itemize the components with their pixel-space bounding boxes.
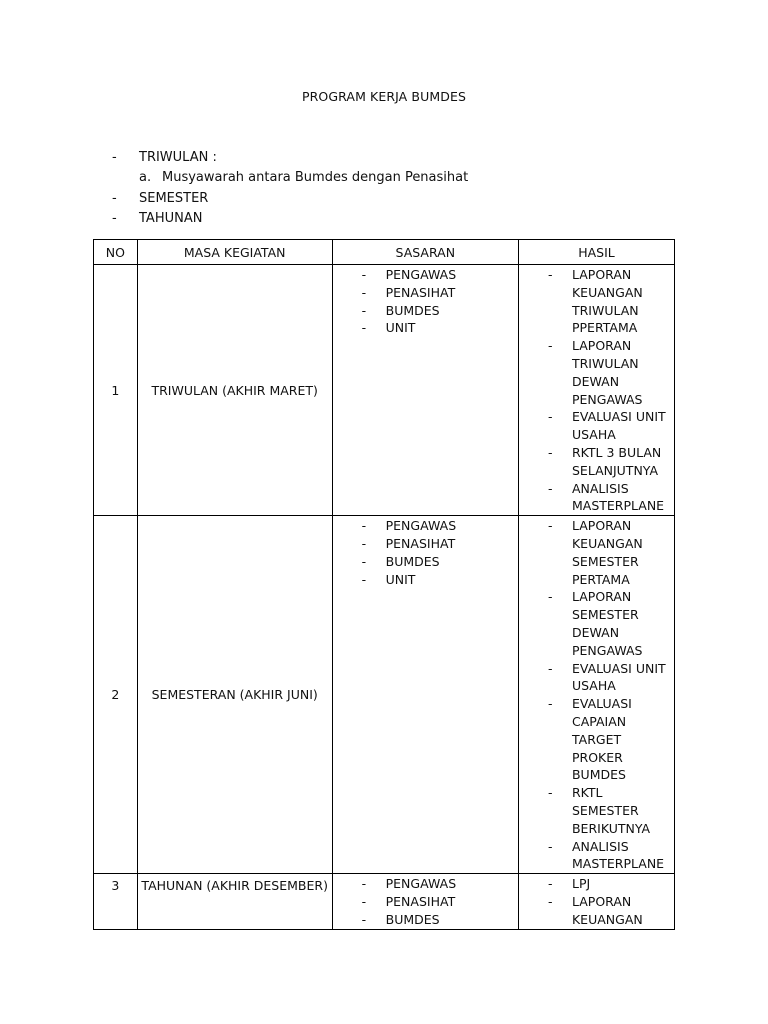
row-hasil	[518, 874, 674, 930]
table-row	[94, 516, 675, 874]
intro-list	[112, 148, 468, 229]
intro-item-text: TRIWULAN :	[139, 150, 217, 165]
intro-item-text: TAHUNAN	[139, 210, 203, 226]
sasaran-item: - UNIT	[333, 319, 518, 337]
row-number: 2	[94, 516, 138, 874]
sasaran-item: - BUMDES	[333, 553, 518, 571]
hasil-item-text: - RKTL SEMESTER BERIKUTNYA	[571, 785, 651, 836]
hasil-item	[519, 444, 674, 480]
sasaran-item: - PENASIHAT	[333, 893, 518, 911]
hasil-item	[519, 660, 674, 696]
header-sasaran: SASARAN	[332, 240, 518, 265]
row-masa-kegiatan: TRIWULAN (AKHIR MARET)	[137, 265, 332, 516]
row-masa-kegiatan: TAHUNAN (AKHIR DESEMBER)	[137, 874, 332, 930]
intro-item-triwulan	[112, 148, 468, 168]
sasaran-item: - BUMDES	[333, 911, 518, 929]
sasaran-item: - PENGAWAS	[333, 266, 518, 284]
hasil-item	[519, 588, 674, 659]
table-row	[94, 874, 675, 930]
intro-subitem-musyawarah	[112, 168, 468, 188]
sasaran-item: - PENGAWAS	[333, 517, 518, 535]
intro-item-text: Musyawarah antara Bumdes dengan Penasihat	[162, 170, 469, 186]
intro-item-tahunan	[112, 209, 468, 229]
hasil-item	[519, 875, 674, 893]
hasil-item	[519, 337, 674, 408]
row-hasil	[518, 265, 674, 516]
hasil-item	[519, 517, 674, 588]
hasil-item-text: - LAPORAN KEUANGAN	[571, 893, 643, 927]
row-sasaran	[332, 874, 518, 930]
program-table	[93, 239, 675, 930]
hasil-item	[519, 266, 674, 337]
list-marker: -	[112, 190, 117, 206]
sasaran-item: - PENASIHAT	[333, 284, 518, 302]
hasil-item-text: - LPJ	[571, 876, 591, 892]
hasil-item-text: - LAPORAN SEMESTER DEWAN PENGAWAS	[571, 589, 643, 658]
sasaran-item: - PENASIHAT	[333, 535, 518, 553]
row-sasaran	[332, 265, 518, 516]
hasil-item-text: - RKTL 3 BULAN SELANJUTNYA	[571, 444, 662, 478]
hasil-item	[519, 408, 674, 444]
list-marker: -	[112, 150, 117, 165]
hasil-item	[519, 480, 674, 516]
hasil-item-text: - LAPORAN TRIWULAN DEWAN PENGAWAS	[571, 338, 643, 407]
row-number: 3	[94, 874, 138, 930]
header-hasil: HASIL	[518, 240, 674, 265]
hasil-item-text: - EVALUASI UNIT USAHA	[571, 660, 666, 694]
sasaran-item: - BUMDES	[333, 302, 518, 320]
list-marker: -	[112, 210, 117, 226]
intro-item-text: SEMESTER	[139, 190, 209, 206]
row-sasaran	[332, 516, 518, 874]
table-row	[94, 265, 675, 516]
row-hasil	[518, 516, 674, 874]
sasaran-item: - PENGAWAS	[333, 875, 518, 893]
row-number: 1	[94, 265, 138, 516]
hasil-item-text: - LAPORAN KEUANGAN SEMESTER PERTAMA	[571, 518, 643, 587]
header-no: NO	[94, 240, 138, 265]
intro-item-semester	[112, 189, 468, 209]
row-masa-kegiatan: SEMESTERAN (AKHIR JUNI)	[137, 516, 332, 874]
page-title: PROGRAM KERJA BUMDES	[302, 89, 466, 104]
hasil-item-text: - ANALISIS MASTERPLANE	[571, 838, 665, 872]
hasil-item-text: - EVALUASI UNIT USAHA	[571, 409, 666, 443]
hasil-item	[519, 695, 674, 784]
list-marker: a.	[139, 170, 152, 186]
header-masa-kegiatan: MASA KEGIATAN	[137, 240, 332, 265]
hasil-item	[519, 893, 674, 929]
sasaran-item: - UNIT	[333, 571, 518, 589]
hasil-item-text: - ANALISIS MASTERPLANE	[571, 480, 665, 514]
hasil-item	[519, 838, 674, 874]
table-header-row	[94, 240, 675, 265]
hasil-item	[519, 784, 674, 837]
hasil-item-text: - EVALUASI CAPAIAN TARGET PROKER BUMDES	[571, 696, 632, 783]
hasil-item-text: - LAPORAN KEUANGAN TRIWULAN PPERTAMA	[571, 267, 643, 336]
